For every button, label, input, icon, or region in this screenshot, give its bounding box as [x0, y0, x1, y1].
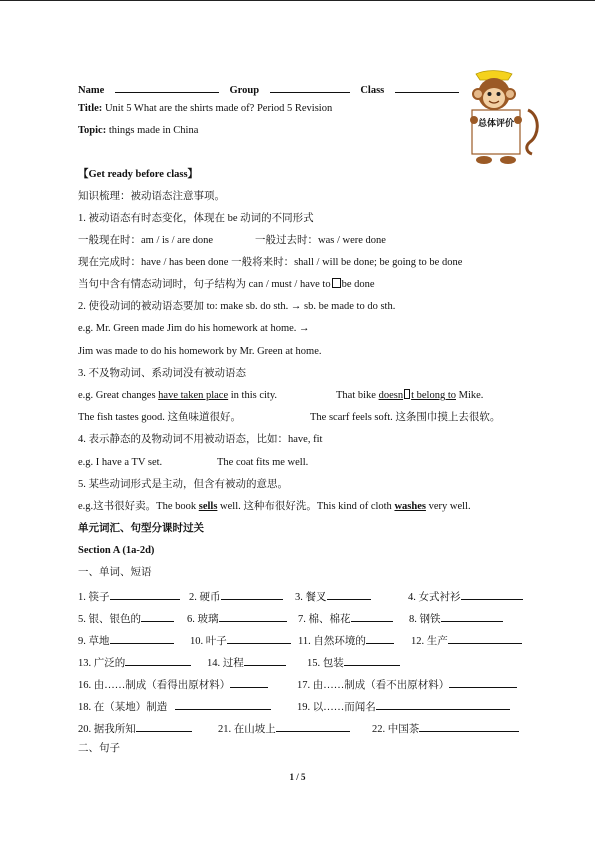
- monkey-icon: [462, 70, 540, 166]
- blank[interactable]: [110, 632, 174, 644]
- present-simple: 一般现在时：am / is / are done: [78, 235, 214, 246]
- unit-heading: 单元词汇、句型分课时过关: [78, 523, 204, 534]
- badge-text: 总体评价: [477, 119, 515, 129]
- blank[interactable]: [366, 632, 394, 644]
- evaluation-badge: [462, 70, 540, 166]
- name-label: Name: [78, 85, 105, 96]
- blank[interactable]: [230, 676, 268, 688]
- example-coat: The coat fits me well.: [217, 457, 309, 468]
- modal-text: 当句中含有情态动词时，句子结构为 can / must / have to: [78, 279, 331, 290]
- top-rule: [0, 0, 595, 1]
- blank[interactable]: [351, 610, 393, 622]
- blank[interactable]: [244, 654, 286, 666]
- rule-2: 2. 使役动词的被动语态要加 to: make sb. do sth. → sb. be made to do sth.: [78, 301, 396, 312]
- blank[interactable]: [136, 720, 192, 732]
- page-number: 1 / 5: [289, 772, 306, 782]
- modal-text-end: be done: [341, 279, 375, 290]
- rule-1-tenses-b: 现在完成时：have / has been done 一般将来时：shall / will be done; be going to be done: [78, 257, 463, 268]
- getready-intro: 知识梳理：被动语态注意事项。: [78, 191, 225, 202]
- rule-3: 3. 不及物动词、系动词没有被动语态: [78, 368, 246, 379]
- rule-4: 4. 表示静态的及物动词不用被动语态，比如：have, fit: [78, 434, 323, 445]
- rule-1-modal: [78, 278, 375, 292]
- blank[interactable]: [419, 720, 519, 732]
- blank[interactable]: [110, 588, 180, 600]
- blank[interactable]: [175, 698, 271, 710]
- blank[interactable]: [461, 588, 523, 600]
- getready-heading: 【Get ready before class】: [78, 169, 199, 180]
- group-blank[interactable]: [270, 81, 350, 93]
- blank[interactable]: [327, 588, 371, 600]
- topic-text: things made in China: [106, 125, 199, 136]
- blank[interactable]: [227, 632, 291, 644]
- class-label: Class: [360, 85, 385, 96]
- blank[interactable]: [376, 698, 510, 710]
- past-simple: 一般过去时：was / were done: [255, 235, 386, 246]
- section-heading: Section A (1a-2d): [78, 545, 155, 556]
- example-scarf: The scarf feels soft. 这条围巾摸上去很软。: [310, 412, 501, 423]
- blank[interactable]: [449, 676, 517, 688]
- blank[interactable]: [276, 720, 350, 732]
- name-row: [78, 81, 461, 98]
- blank[interactable]: [141, 610, 174, 622]
- topic-row: [78, 124, 198, 138]
- rule-5-example: e.g.这书很好卖。The book sells well. 这种布很好洗。This kind of cloth washes very well.: [78, 501, 471, 512]
- blank[interactable]: [221, 588, 283, 600]
- title-label: Title:: [78, 103, 103, 114]
- example-fish: The fish tastes good. 这鱼味道很好。: [78, 412, 242, 423]
- example-bike: That bike doesn t belong to Mike.: [336, 390, 484, 401]
- rule-5: 5. 某些动词形式是主动，但含有被动的意思。: [78, 479, 288, 490]
- blank[interactable]: [344, 654, 400, 666]
- sentences-heading: 二、句子: [78, 743, 120, 754]
- blank[interactable]: [219, 610, 287, 622]
- title-row: [78, 102, 332, 116]
- blank[interactable]: [448, 632, 522, 644]
- topic-label: Topic:: [78, 125, 107, 136]
- example-changes: e.g. Great changes have taken place in this city.: [78, 390, 278, 401]
- example-tv: e.g. I have a TV set.: [78, 457, 163, 468]
- rule-2-example: e.g. Mr. Green made Jim do his homework at home. →: [78, 323, 310, 334]
- title-text: Unit 5 What are the shirts made of? Period 5 Revision: [102, 103, 333, 114]
- blank[interactable]: [125, 654, 191, 666]
- rule-2-example-passive: Jim was made to do his homework by Mr. Green at home.: [78, 346, 322, 357]
- group-label: Group: [229, 85, 260, 96]
- blank[interactable]: [441, 610, 503, 622]
- words-heading: 一、单词、短语: [78, 567, 152, 578]
- box-symbol: [332, 278, 341, 288]
- name-blank[interactable]: [115, 81, 219, 93]
- rule-1: 1. 被动语态有时态变化，体现在 be 动词的不同形式: [78, 213, 314, 224]
- class-blank[interactable]: [395, 81, 459, 93]
